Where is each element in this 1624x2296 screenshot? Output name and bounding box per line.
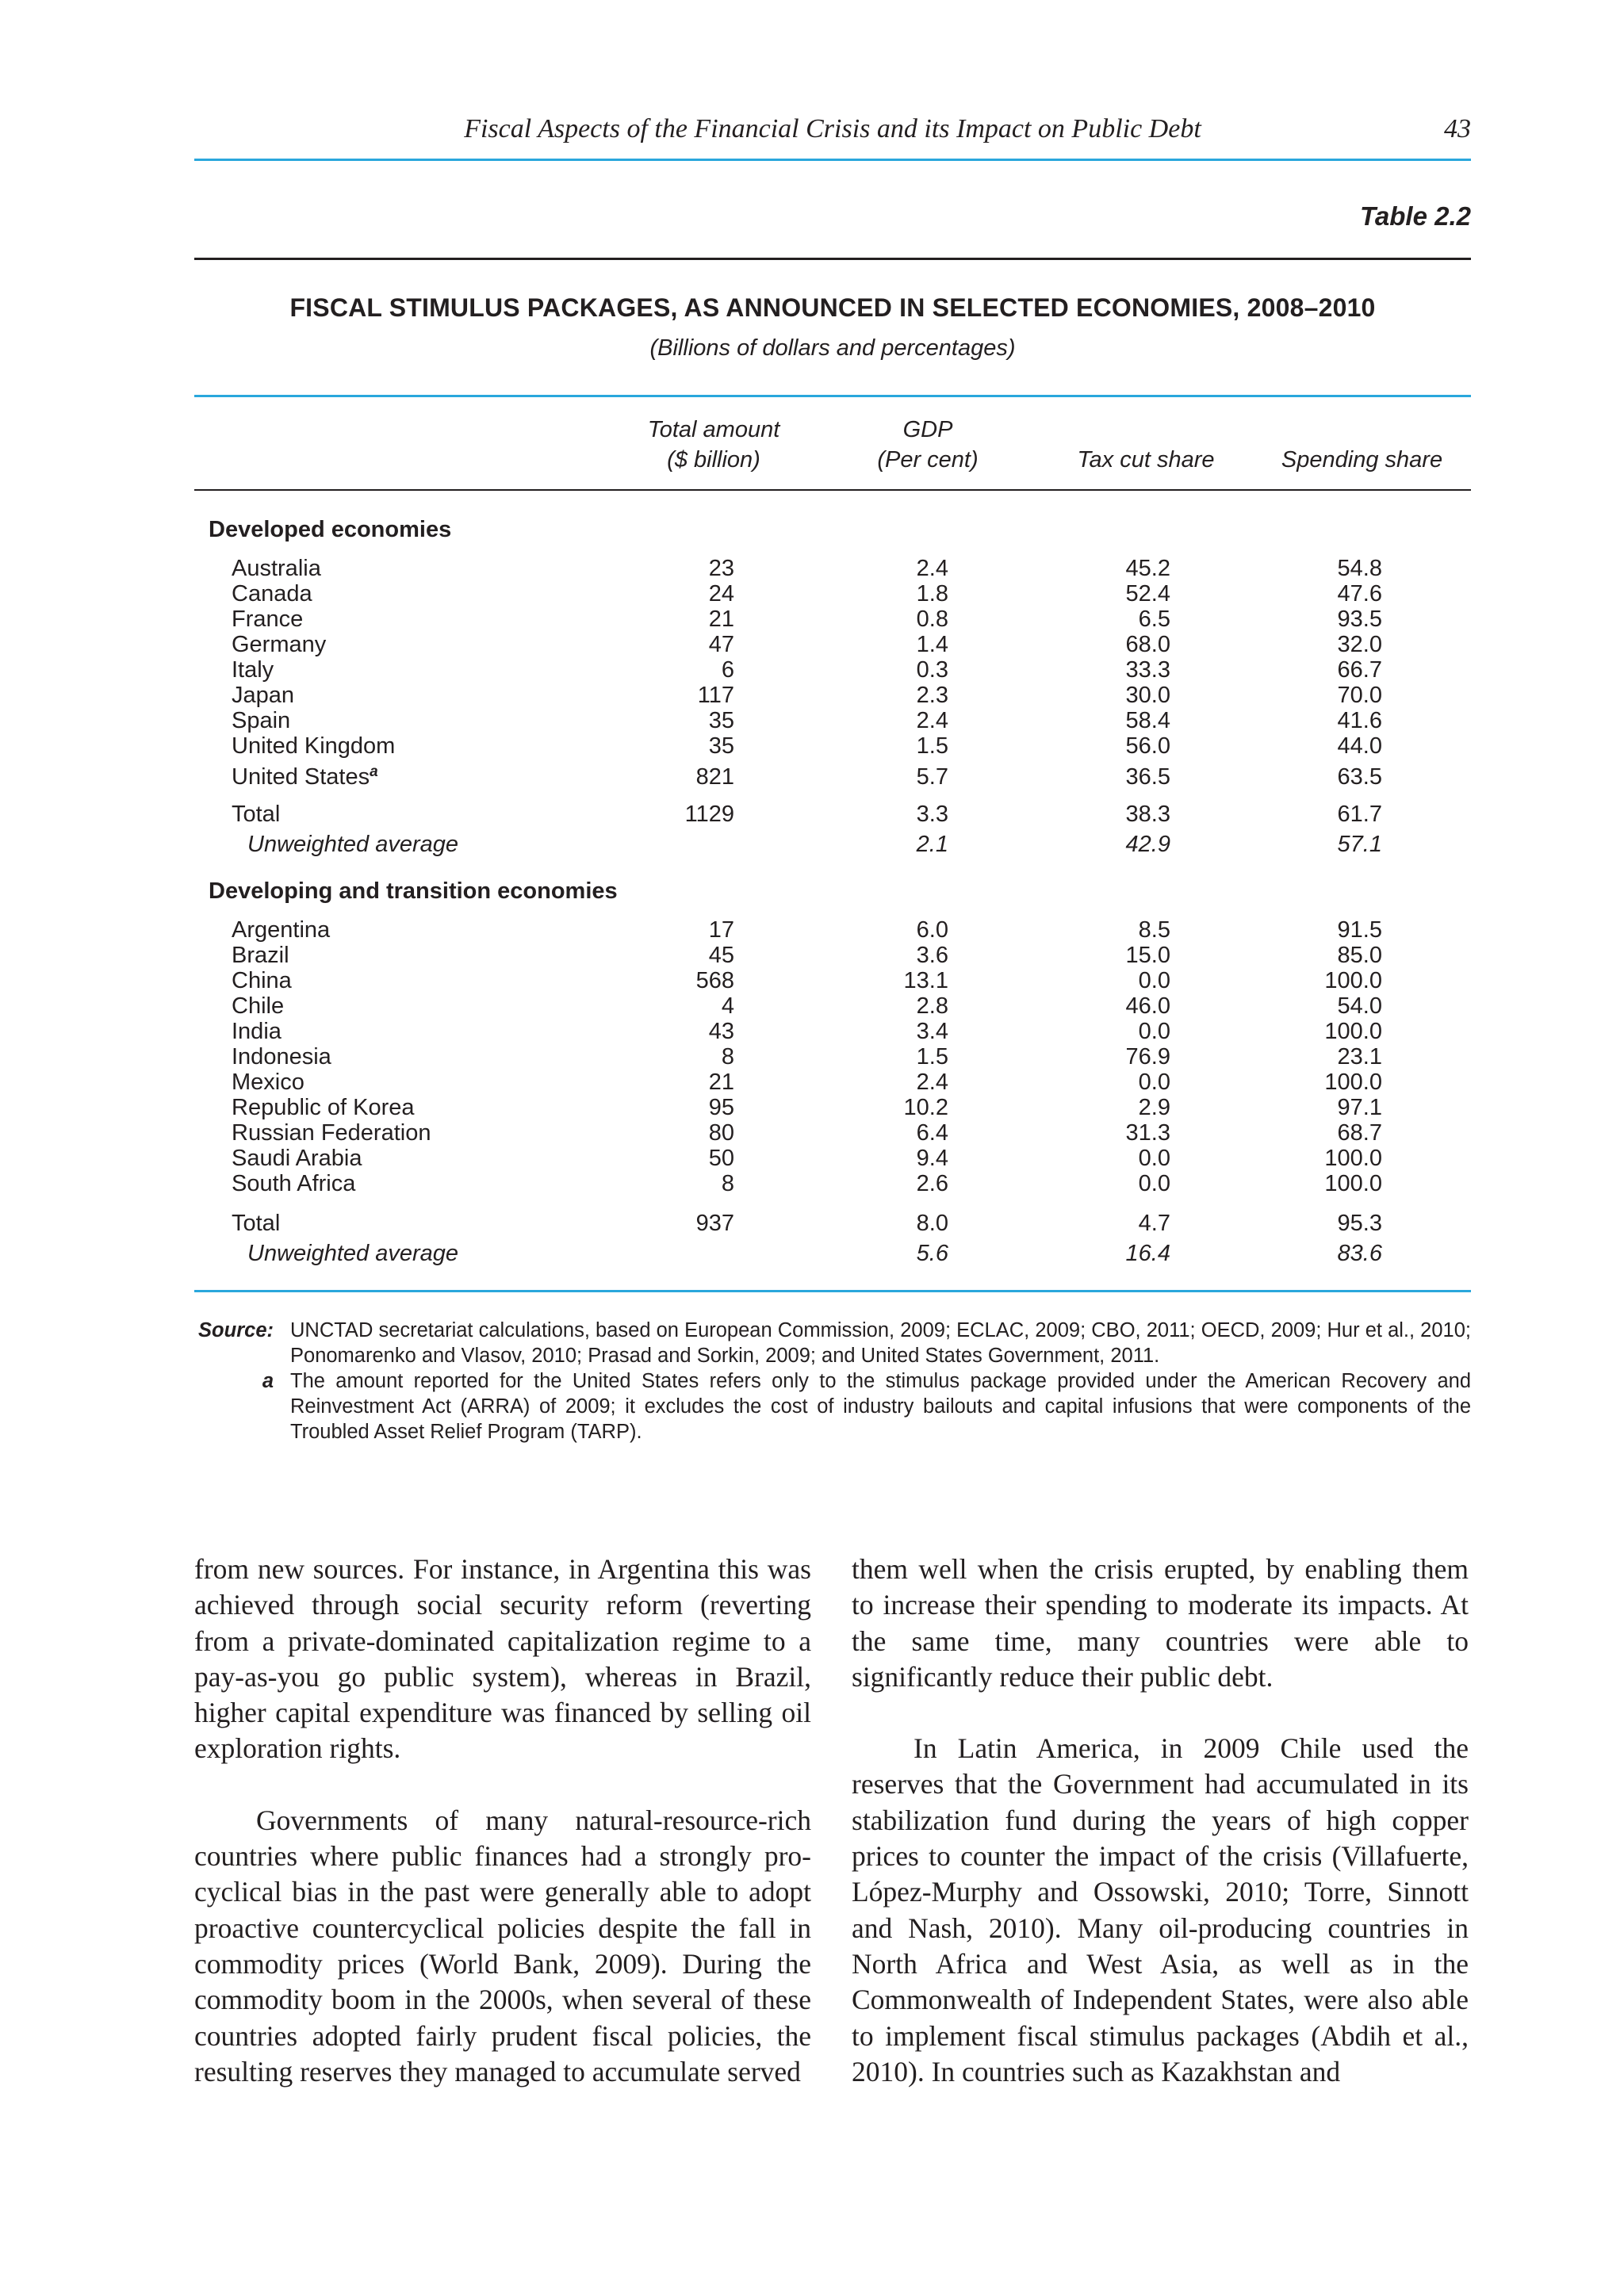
source-label: Source: xyxy=(198,1319,274,1341)
row-spending-share: 41.6 xyxy=(1337,708,1382,733)
row-total: 6 xyxy=(721,657,734,683)
row-name: Australia xyxy=(232,556,321,581)
table-subtitle: (Billions of dollars and percentages) xyxy=(649,335,1016,361)
row-tax-share: 45.2 xyxy=(1125,556,1170,581)
row-total: 43 xyxy=(708,1019,734,1044)
row-gdp: 2.1 xyxy=(916,832,948,857)
row-gdp: 5.7 xyxy=(916,764,948,790)
row-spending-share: 97.1 xyxy=(1337,1095,1382,1120)
row-tax-share: 0.0 xyxy=(1138,1070,1170,1095)
row-gdp: 3.3 xyxy=(916,802,948,827)
row-name: Brazil xyxy=(232,943,289,968)
row-spending-share: 63.5 xyxy=(1337,764,1382,790)
row-tax-share: 58.4 xyxy=(1125,708,1170,733)
body-column-right xyxy=(852,1552,1469,2090)
row-total: 21 xyxy=(708,1070,734,1095)
row-total: 821 xyxy=(695,764,734,790)
col-header-tax: Tax cut share xyxy=(1077,447,1215,473)
table-row xyxy=(0,1043,1624,1070)
row-tax-share: 16.4 xyxy=(1125,1241,1170,1266)
source-note xyxy=(194,1318,1471,1368)
table-head-rule xyxy=(194,395,1471,397)
footnote xyxy=(194,1368,1471,1445)
row-tax-share: 8.5 xyxy=(1138,917,1170,943)
row-spending-share: 85.0 xyxy=(1337,943,1382,968)
col-header-gdp-line1: GDP xyxy=(902,417,953,442)
table-top-rule xyxy=(194,258,1471,260)
row-name: Unweighted average xyxy=(247,832,459,857)
row-tax-share: 0.0 xyxy=(1138,968,1170,993)
row-name: France xyxy=(232,607,304,632)
footnote-text: The amount reported for the United States refers only to the stimulus package provided under the American Recovery and Reinvestment Act (ARRA) of 2009; it excludes the cost of industry bailouts and capital infusions that were components of the Troubled Asset Relief Program (TARP). xyxy=(290,1370,1471,1443)
row-total: 35 xyxy=(708,708,734,733)
table-row xyxy=(0,1069,1624,1096)
table-row xyxy=(0,606,1624,633)
row-total: 47 xyxy=(708,632,734,657)
row-total: 937 xyxy=(695,1211,734,1236)
footnote-marker: a xyxy=(370,763,378,780)
average-row xyxy=(0,1240,1624,1267)
row-spending-share: 91.5 xyxy=(1337,917,1382,943)
table-row xyxy=(0,631,1624,658)
paragraph: from new sources. For instance, in Argentina this was achieved through social security reform (reverting from a private-dominated capitalization regime to a pay-as-you go public system), whereas in Brazil, higher capital expenditure was financed by selling oil exploration rights. xyxy=(194,1553,811,1765)
row-name xyxy=(232,763,378,790)
row-tax-share: 42.9 xyxy=(1125,832,1170,857)
running-header xyxy=(194,109,1471,157)
row-tax-share: 76.9 xyxy=(1125,1044,1170,1070)
row-name: Japan xyxy=(232,683,295,708)
col-header-total-line1: Total amount xyxy=(647,417,780,442)
row-tax-share: 56.0 xyxy=(1125,733,1170,759)
row-gdp: 6.0 xyxy=(916,917,948,943)
table-row xyxy=(0,580,1624,607)
row-tax-share: 0.0 xyxy=(1138,1019,1170,1044)
source-text: UNCTAD secretariat calculations, based on European Commission, 2009; ECLAC, 2009; CBO, 2011; OECD, 2009; Hur et al., 2010; Ponomarenko and Vlasov, 2010; Prasad and Sorkin, 2009; and United States Government, 2011. xyxy=(290,1319,1471,1367)
row-spending-share: 61.7 xyxy=(1337,802,1382,827)
row-gdp: 2.4 xyxy=(916,1070,948,1095)
row-gdp: 0.8 xyxy=(916,607,948,632)
row-spending-share: 23.1 xyxy=(1337,1044,1382,1070)
row-spending-share: 54.8 xyxy=(1337,556,1382,581)
row-tax-share: 52.4 xyxy=(1125,581,1170,607)
row-gdp: 1.8 xyxy=(916,581,948,607)
table-row xyxy=(0,733,1624,760)
row-total: 50 xyxy=(708,1146,734,1171)
row-total: 1129 xyxy=(684,802,734,827)
paragraph: In Latin America, in 2009 Chile used the reserves that the Government had accumulated in its stabilization fund during the years of high copper prices to counter the impact of the crisis (Villafuerte, López-Murphy and Ossowski, 2010; Torre, Sinnott and Nash, 2010). Many oil-producing countries in North Africa and West Asia, as well as in the Commonwealth of Independent States, were also able to implement fiscal stimulus packages (Abdih et al., 2010). In countries such as Kazakhstan and xyxy=(852,1732,1469,2087)
row-gdp: 0.3 xyxy=(916,657,948,683)
row-tax-share: 6.5 xyxy=(1138,607,1170,632)
table-row xyxy=(0,682,1624,709)
row-tax-share: 15.0 xyxy=(1125,943,1170,968)
row-total: 80 xyxy=(708,1120,734,1146)
table-row xyxy=(0,656,1624,683)
row-gdp: 6.4 xyxy=(916,1120,948,1146)
row-name: Italy xyxy=(232,657,274,683)
row-name: Spain xyxy=(232,708,291,733)
row-total: 24 xyxy=(708,581,734,607)
table-row xyxy=(0,942,1624,969)
col-header-spending: Spending share xyxy=(1281,447,1443,473)
row-name: Argentina xyxy=(232,917,331,943)
row-name-text: United States xyxy=(232,764,370,790)
row-gdp: 2.4 xyxy=(916,708,948,733)
table-row xyxy=(0,967,1624,994)
row-name: Indonesia xyxy=(232,1044,331,1070)
row-gdp: 13.1 xyxy=(903,968,948,993)
total-row xyxy=(0,1210,1624,1237)
row-tax-share: 33.3 xyxy=(1125,657,1170,683)
row-tax-share: 46.0 xyxy=(1125,993,1170,1019)
row-name: Unweighted average xyxy=(247,1241,459,1266)
row-name: Total xyxy=(232,1211,281,1236)
row-name: Canada xyxy=(232,581,312,607)
col-header-gdp xyxy=(825,415,1031,475)
row-total: 23 xyxy=(708,556,734,581)
row-gdp: 2.6 xyxy=(916,1171,948,1196)
table-title: FISCAL STIMULUS PACKAGES, AS ANNOUNCED IN SELECTED ECONOMIES, 2008–2010 xyxy=(289,293,1376,322)
table-row xyxy=(0,763,1624,790)
row-spending-share: 47.6 xyxy=(1337,581,1382,607)
row-total: 21 xyxy=(708,607,734,632)
row-total: 45 xyxy=(708,943,734,968)
row-tax-share: 38.3 xyxy=(1125,802,1170,827)
row-gdp: 2.3 xyxy=(916,683,948,708)
row-gdp: 2.4 xyxy=(916,556,948,581)
row-gdp: 3.4 xyxy=(916,1019,948,1044)
row-gdp: 8.0 xyxy=(916,1211,948,1236)
table-row xyxy=(0,993,1624,1020)
row-spending-share: 68.7 xyxy=(1337,1120,1382,1146)
row-name: Chile xyxy=(232,993,285,1019)
table-bottom-rule xyxy=(194,1290,1471,1292)
row-total: 95 xyxy=(708,1095,734,1120)
row-spending-share: 100.0 xyxy=(1324,1070,1382,1095)
row-name: Total xyxy=(232,802,281,827)
row-name: Saudi Arabia xyxy=(232,1146,362,1171)
row-tax-share: 0.0 xyxy=(1138,1146,1170,1171)
page-number: 43 xyxy=(1444,114,1471,144)
section-heading-developing: Developing and transition economies xyxy=(209,878,618,904)
row-gdp: 9.4 xyxy=(916,1146,948,1171)
row-tax-share: 2.9 xyxy=(1138,1095,1170,1120)
header-rule xyxy=(194,159,1471,161)
row-gdp: 10.2 xyxy=(903,1095,948,1120)
row-gdp: 1.5 xyxy=(916,1044,948,1070)
row-spending-share: 66.7 xyxy=(1337,657,1382,683)
row-tax-share: 68.0 xyxy=(1125,632,1170,657)
running-title: Fiscal Aspects of the Financial Crisis and its Impact on Public Debt xyxy=(464,114,1201,144)
row-total: 4 xyxy=(721,993,734,1019)
col-header-gdp-line2: (Per cent) xyxy=(877,447,979,473)
table-row xyxy=(0,1119,1624,1146)
paragraph: Governments of many natural-resource-rich countries where public finances had a strongly pro-cyclical bias in the past were generally able to adopt proactive countercyclical policies despite the fall in commodity prices (World Bank, 2009). During the commodity boom in the 2000s, when several of these countries adopted fairly prudent fiscal policies, the resulting reserves they managed to accumulate served xyxy=(194,1804,811,2087)
row-spending-share: 83.6 xyxy=(1337,1241,1382,1266)
row-name: Mexico xyxy=(232,1070,304,1095)
row-total: 17 xyxy=(708,917,734,943)
row-spending-share: 44.0 xyxy=(1337,733,1382,759)
row-spending-share: 57.1 xyxy=(1337,832,1382,857)
row-spending-share: 54.0 xyxy=(1337,993,1382,1019)
table-label: Table 2.2 xyxy=(1359,201,1471,231)
row-spending-share: 100.0 xyxy=(1324,968,1382,993)
row-spending-share: 95.3 xyxy=(1337,1211,1382,1236)
row-tax-share: 4.7 xyxy=(1138,1211,1170,1236)
col-header-total xyxy=(603,415,825,475)
paragraph: them well when the crisis erupted, by enabling them to increase their spending to moderate its impacts. At the same time, many countries were able to significantly reduce their public debt. xyxy=(852,1553,1469,1693)
body-column-left xyxy=(194,1552,811,2090)
table-row xyxy=(0,555,1624,582)
section-heading-developed: Developed economies xyxy=(209,517,452,542)
row-gdp: 5.6 xyxy=(916,1241,948,1266)
row-name: Germany xyxy=(232,632,327,657)
row-spending-share: 32.0 xyxy=(1337,632,1382,657)
table-row xyxy=(0,1018,1624,1045)
table-row xyxy=(0,707,1624,734)
row-total: 8 xyxy=(721,1171,734,1196)
row-total: 117 xyxy=(697,683,734,708)
row-total: 35 xyxy=(708,733,734,759)
row-name: Russian Federation xyxy=(232,1120,431,1146)
table-row xyxy=(0,1170,1624,1197)
row-name: China xyxy=(232,968,292,993)
average-row xyxy=(0,831,1624,858)
row-spending-share: 100.0 xyxy=(1324,1171,1382,1196)
col-header-total-line2: ($ billion) xyxy=(667,447,760,473)
row-spending-share: 70.0 xyxy=(1337,683,1382,708)
row-spending-share: 100.0 xyxy=(1324,1019,1382,1044)
row-tax-share: 30.0 xyxy=(1125,683,1170,708)
row-name: Republic of Korea xyxy=(232,1095,415,1120)
row-total: 8 xyxy=(721,1044,734,1070)
row-name: South Africa xyxy=(232,1171,356,1196)
row-tax-share: 31.3 xyxy=(1125,1120,1170,1146)
table-row xyxy=(0,1145,1624,1172)
table-notes xyxy=(194,1318,1471,1445)
row-name: India xyxy=(232,1019,282,1044)
row-gdp: 1.5 xyxy=(916,733,948,759)
row-gdp: 2.8 xyxy=(916,993,948,1019)
table-row xyxy=(0,1094,1624,1121)
row-spending-share: 93.5 xyxy=(1337,607,1382,632)
row-tax-share: 0.0 xyxy=(1138,1171,1170,1196)
row-gdp: 3.6 xyxy=(916,943,948,968)
row-spending-share: 100.0 xyxy=(1324,1146,1382,1171)
total-row xyxy=(0,801,1624,828)
row-total: 568 xyxy=(695,968,734,993)
table-row xyxy=(0,916,1624,943)
footnote-label: a xyxy=(262,1370,274,1392)
column-header-rule xyxy=(194,489,1471,491)
row-tax-share: 36.5 xyxy=(1125,764,1170,790)
row-name: United Kingdom xyxy=(232,733,396,759)
row-gdp: 1.4 xyxy=(916,632,948,657)
